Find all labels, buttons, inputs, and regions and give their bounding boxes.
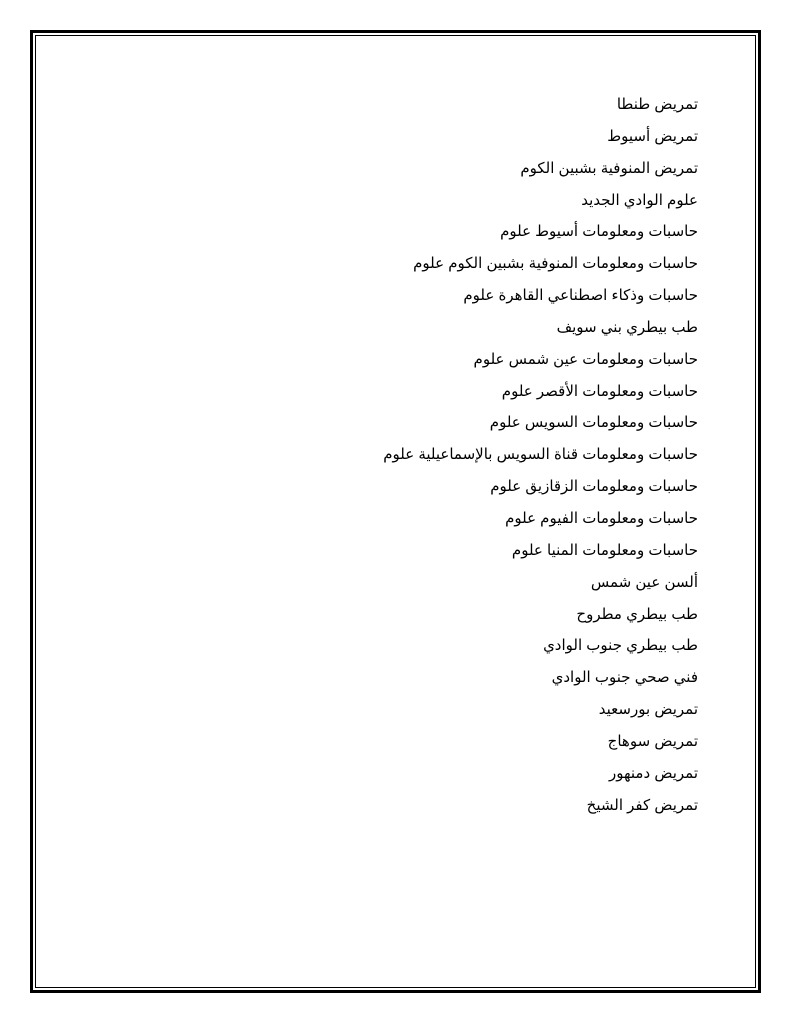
faculty-list xyxy=(98,89,698,821)
list-item: تمريض سوهاج xyxy=(607,732,698,750)
list-item: تمريض كفر الشيخ xyxy=(586,796,698,814)
list-item: فني صحي جنوب الوادي xyxy=(551,669,698,687)
list-item: حاسبات ومعلومات عين شمس علوم xyxy=(473,350,698,368)
list-item: طب بيطري جنوب الوادي xyxy=(543,637,698,655)
list-item: حاسبات ومعلومات المنيا علوم xyxy=(511,541,698,559)
list-item: طب بيطري بني سويف xyxy=(556,318,698,336)
list-item: علوم الوادي الجديد xyxy=(581,191,698,209)
list-item: حاسبات ومعلومات المنوفية بشبين الكوم علوم xyxy=(413,255,698,273)
list-item: ألسن عين شمس xyxy=(590,573,698,591)
list-item: حاسبات ومعلومات قناة السويس بالإسماعيلية علوم xyxy=(383,446,698,464)
list-item: تمريض أسيوط xyxy=(607,127,698,145)
list-item: طب بيطري مطروح xyxy=(576,605,698,623)
list-item: حاسبات ومعلومات السويس علوم xyxy=(489,414,698,432)
list-item: حاسبات ومعلومات الزقازيق علوم xyxy=(490,478,698,496)
list-item: حاسبات ومعلومات الأقصر علوم xyxy=(501,382,698,400)
list-item: تمريض دمنهور xyxy=(609,764,698,782)
list-item: حاسبات وذكاء اصطناعي القاهرة علوم xyxy=(463,287,698,305)
list-item: حاسبات ومعلومات الفيوم علوم xyxy=(505,509,698,527)
list-item: حاسبات ومعلومات أسيوط علوم xyxy=(500,223,698,241)
list-item: تمريض بورسعيد xyxy=(598,701,698,719)
list-item: تمريض المنوفية بشبين الكوم xyxy=(520,159,698,177)
list-item: تمريض طنطا xyxy=(616,96,698,113)
